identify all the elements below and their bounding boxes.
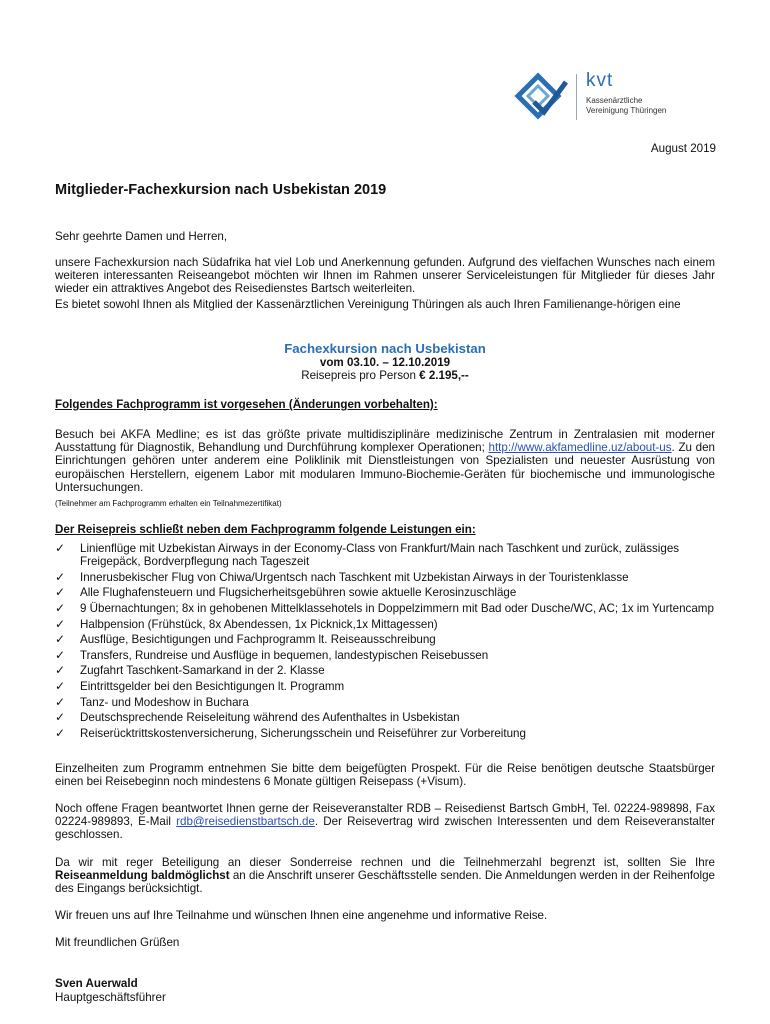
list-item-text: Deutschsprechende Reiseleitung während des Aufenthaltes in Usbekistan [80,711,460,725]
salutation: Sehr geehrte Damen und Herren, [55,230,228,243]
checkmark-icon: ✓ [55,632,66,647]
registration-bold: Reiseanmeldung baldmöglichst [55,869,230,883]
list-item-text: 9 Übernachtungen; 8x in gehobenen Mittelklassehotels in Doppelzimmern mit Bad oder Dusche/WC, AC; 1x im Yurtencamp [80,601,714,615]
registration-paragraph [55,856,715,896]
kvt-logo [514,72,684,124]
checkmark-icon: ✓ [55,694,66,709]
checkmark-icon: ✓ [55,710,66,725]
checkmark-icon: ✓ [55,616,66,631]
email-link[interactable]: rdb@reisedienstbartsch.de [176,815,315,829]
registration-text-part1: Da wir mit reger Beteiligung an dieser Sonderreise rechnen und die Teilnehmerzahl begrenzt ist, sollten Sie Ihre [55,856,715,869]
letter-date: August 2019 [650,142,716,155]
logo-org-line1: Kassenärztliche [586,96,643,105]
contact-paragraph [55,802,715,842]
program-text [55,428,715,494]
list-item [55,618,715,631]
list-item-text: Transfers, Rundreise und Ausflüge in bequemen, landestypischen Reisebussen [80,648,489,662]
kvt-emblem-icon [514,72,570,120]
program-text-part2: . Zu den Einrichtungen gehören unter anderem eine Poliklinik mit Dienstleistungen von Spezialisten und neuester Ausrüstung von europäischen Herstellern, eigenem Labor mit modularen Immuno-Biochemie-Geräten für biochemische und immunologische Untersuchungen. [55,441,715,494]
offer-heading: Fachexkursion nach Usbekistan [284,341,486,356]
program-heading: Folgendes Fachprogramm ist vorgesehen (Änderungen vorbehalten): [55,398,438,411]
signature-name: Sven Auerwald [55,977,138,990]
program-text-part1: Besuch bei AKFA Medline; es ist das größte private multidisziplinäre medizinische Zentrum in Zentralasien mit moderner Ausstattung für Diagnostik, Behandlung und Durchführung komplexer Operationen; [55,428,715,455]
offer-dates: vom 03.10. – 12.10.2019 [319,356,451,370]
list-item [55,727,715,740]
akfa-link[interactable]: http://www.akfamedline.uz/about-us [488,441,672,455]
list-item [55,696,715,709]
price-label: Reisepreis pro Person [301,369,420,383]
list-item [55,649,715,662]
contact-text-part1: Noch offene Fragen beantwortet Ihnen gerne der Reiseveranstalter RDB – Reisedienst Bartsch GmbH, Tel. 02224-989898, Fax 02224-989893, E-Mail [55,802,715,829]
list-item-text: Ausflüge, Besichtigungen und Fachprogramm lt. Reiseausschreibung [80,633,436,647]
list-item-text: Alle Flughafensteuern und Flugsicherheitsgebühren sowie aktuelle Kerosinzuschläge [80,586,517,600]
checkmark-icon: ✓ [55,585,66,600]
list-item [55,711,715,724]
checkmark-icon: ✓ [55,725,66,740]
signature-role: Hauptgeschäftsführer [55,991,166,1004]
list-item [55,602,715,615]
program-note: (Teilnehmer am Fachprogramm erhalten ein Teilnahmezertifikat) [55,499,282,508]
logo-divider [576,74,577,120]
offer-price [55,369,715,382]
list-item [55,633,715,646]
logo-org-line2: Vereinigung Thüringen [586,106,667,115]
services-list [55,542,715,742]
list-item-text: Tanz- und Modeshow in Buchara [80,695,249,709]
checkmark-icon: ✓ [55,663,66,678]
checkmark-icon: ✓ [55,678,66,693]
intro-paragraph: unsere Fachexkursion nach Südafrika hat viel Lob und Anerkennung gefunden. Aufgrund des vielfachen Wunsches nach einem weiteren interessanten Reiseangebot möchten wir Ihnen im Rahmen unserer Serviceleistungen für Mitglieder für dieses Jahr wieder ein attraktives Angebot des Reisedienstes Bartsch weiterleiten. [55,256,715,296]
list-item [55,586,715,599]
list-item [55,571,715,584]
greeting: Mit freundlichen Grüßen [55,936,180,949]
intro-paragraph-2: Es bietet sowohl Ihnen als Mitglied der Kassenärztlichen Vereinigung Thüringen als auch Ihren Familienange-hörigen eine [55,298,681,311]
list-item-text: Linienflüge mit Uzbekistan Airways in der Economy-Class von Frankfurt/Main nach Taschkent und zurück, zulässiges Freigepäck, Bordverpflegung nach Tageszeit [80,542,680,569]
price-value: € 2.195,-- [419,369,469,383]
list-item-text: Halbpension (Frühstück, 8x Abendessen, 1x Picknick,1x Mittagessen) [80,617,438,631]
details-paragraph: Einzelheiten zum Programm entnehmen Sie bitte dem beigefügten Prospekt. Für die Reise benötigen deutsche Staatsbürger einen bei Reisebeginn noch mindestens 6 Monate gültigen Reisepass (+Visum). [55,762,715,789]
list-item [55,542,715,568]
checkmark-icon: ✓ [55,569,66,584]
registration-text-part2: an die Anschrift unserer Geschäftsstelle senden. Die Anmeldungen werden in der Reihenfolge des Eingangs berücksichtigt. [55,869,715,896]
list-item-text: Reiserücktrittskostenversicherung, Sicherungsschein und Reiseführer zur Vorbereitung [80,726,526,740]
contact-text-part2: . Der Reisevertrag wird zwischen Interessenten und dem Reiseveranstalter geschlossen. [55,815,715,842]
closing-wish: Wir freuen uns auf Ihre Teilnahme und wünschen Ihnen eine angenehme und informative Reise. [55,909,548,922]
checkmark-icon: ✓ [55,600,66,615]
services-heading: Der Reisepreis schließt neben dem Fachprogramm folgende Leistungen ein: [55,523,476,536]
checkmark-icon: ✓ [55,647,66,662]
list-item [55,680,715,693]
checkmark-icon: ✓ [55,541,66,555]
offer-block [55,342,715,383]
list-item [55,664,715,677]
list-item-text: Eintrittsgelder bei den Besichtigungen lt. Programm [80,679,345,693]
letter-title: Mitglieder-Fachexkursion nach Usbekistan 2019 [55,182,387,198]
logo-brand: kvt [586,70,614,91]
list-item-text: Zugfahrt Taschkent-Samarkand in der 2. Klasse [80,664,325,678]
list-item-text: Innerusbekischer Flug von Chiwa/Urgentsch nach Taschkent mit Uzbekistan Airways in der Touristenklasse [80,570,629,584]
